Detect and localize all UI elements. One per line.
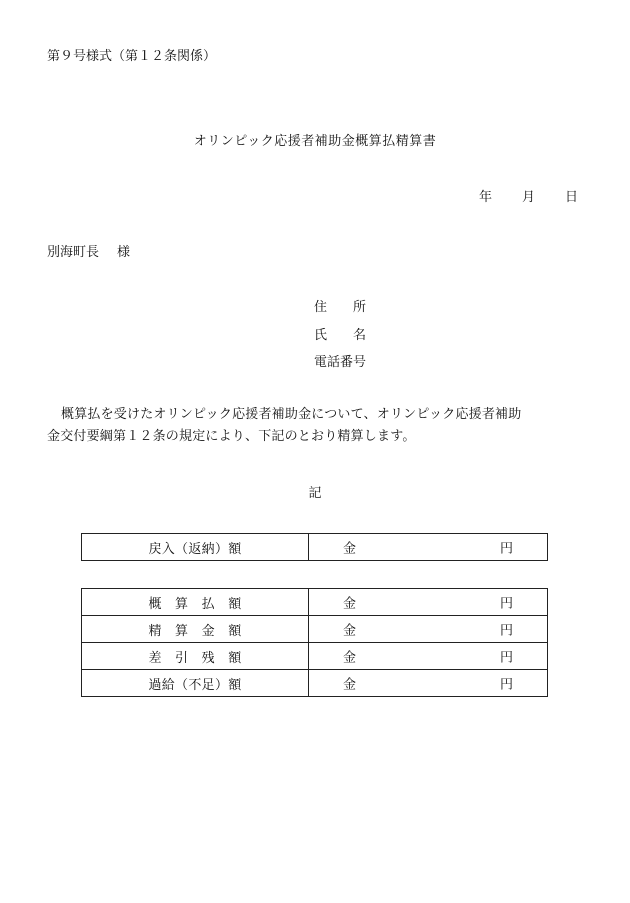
table-row bbox=[82, 643, 548, 670]
applicant-name-label: 氏 名 bbox=[314, 328, 367, 343]
amount-cell bbox=[309, 616, 548, 643]
date-day-label: 日 bbox=[565, 190, 579, 205]
body-line-2: 金交付要綱第１２条の規定により、下記のとおり精算します。 bbox=[47, 429, 416, 444]
row-label: 概 算 払 額 bbox=[82, 589, 309, 616]
amount-prefix: 金 bbox=[343, 650, 357, 666]
amount-prefix: 金 bbox=[343, 677, 357, 693]
applicant-address-label: 住 所 bbox=[314, 300, 367, 315]
addressee bbox=[47, 241, 130, 260]
amount-suffix: 円 bbox=[499, 541, 513, 557]
amount-prefix: 金 bbox=[343, 596, 357, 612]
row-label: 精 算 金 額 bbox=[82, 616, 309, 643]
table-row bbox=[82, 616, 548, 643]
document-title: オリンピック応援者補助金概算払精算書 bbox=[193, 134, 437, 149]
row-label: 戻入（返納）額 bbox=[82, 534, 309, 561]
amount-suffix: 円 bbox=[499, 623, 513, 639]
settlement-table bbox=[81, 588, 548, 697]
table-row bbox=[82, 589, 548, 616]
date-month-label: 月 bbox=[522, 190, 536, 205]
refund-table bbox=[81, 533, 548, 561]
amount-cell bbox=[309, 670, 548, 697]
amount-cell bbox=[309, 643, 548, 670]
addressee-name: 別海町長 bbox=[47, 245, 100, 260]
applicant-phone-label: 電話番号 bbox=[314, 355, 367, 370]
date-line bbox=[479, 186, 578, 205]
table-row bbox=[82, 670, 548, 697]
row-label: 差 引 残 額 bbox=[82, 643, 309, 670]
ki-heading: 記 bbox=[308, 486, 322, 501]
amount-cell bbox=[309, 589, 548, 616]
table-row bbox=[82, 534, 548, 561]
amount-cell bbox=[309, 534, 548, 561]
amount-suffix: 円 bbox=[499, 650, 513, 666]
body-text bbox=[47, 404, 587, 448]
amount-prefix: 金 bbox=[343, 623, 357, 639]
form-number: 第９号様式（第１２条関係） bbox=[47, 49, 217, 64]
body-line-1: 概算払を受けたオリンピック応援者補助金について、オリンピック応援者補助 bbox=[61, 407, 522, 422]
amount-suffix: 円 bbox=[499, 677, 513, 693]
row-label: 過給（不足）額 bbox=[82, 670, 309, 697]
addressee-honorific: 様 bbox=[117, 245, 131, 260]
amount-suffix: 円 bbox=[499, 596, 513, 612]
amount-prefix: 金 bbox=[343, 541, 357, 557]
date-year-label: 年 bbox=[479, 190, 493, 205]
